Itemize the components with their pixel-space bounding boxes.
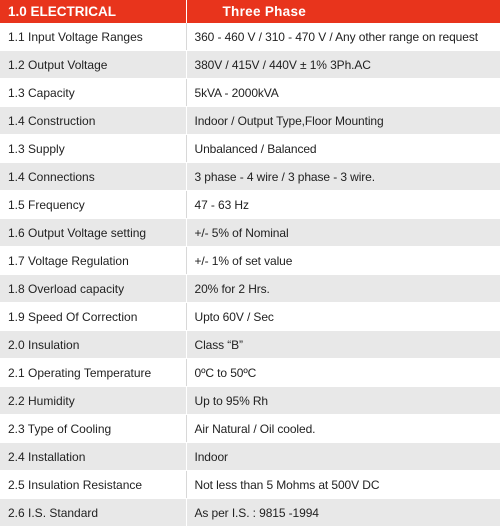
parameter-cell: 2.0 Insulation bbox=[0, 331, 186, 359]
value-cell: +/- 5% of Nominal bbox=[186, 219, 500, 247]
specification-rows bbox=[0, 23, 500, 527]
parameter-cell: 2.2 Humidity bbox=[0, 387, 186, 415]
value-cell: 47 - 63 Hz bbox=[186, 191, 500, 219]
value-cell: Air Natural / Oil cooled. bbox=[186, 415, 500, 443]
value-cell: Upto 60V / Sec bbox=[186, 303, 500, 331]
table-row bbox=[0, 331, 500, 359]
parameter-cell: 2.4 Installation bbox=[0, 443, 186, 471]
value-cell: As per I.S. : 9815 -1994 bbox=[186, 499, 500, 527]
table-row bbox=[0, 471, 500, 499]
value-cell: 360 - 460 V / 310 - 470 V / Any other range on request bbox=[186, 23, 500, 51]
table-row bbox=[0, 275, 500, 303]
parameter-cell: 2.5 Insulation Resistance bbox=[0, 471, 186, 499]
parameter-cell: 1.4 Construction bbox=[0, 107, 186, 135]
table-row bbox=[0, 303, 500, 331]
parameter-cell: 1.7 Voltage Regulation bbox=[0, 247, 186, 275]
parameter-cell: 1.5 Frequency bbox=[0, 191, 186, 219]
table-header-row bbox=[0, 0, 500, 23]
parameter-cell: 1.8 Overload capacity bbox=[0, 275, 186, 303]
table-row bbox=[0, 107, 500, 135]
table-row bbox=[0, 387, 500, 415]
table-row bbox=[0, 219, 500, 247]
parameter-cell: 1.9 Speed Of Correction bbox=[0, 303, 186, 331]
table-row bbox=[0, 163, 500, 191]
value-cell: Up to 95% Rh bbox=[186, 387, 500, 415]
parameter-cell: 2.1 Operating Temperature bbox=[0, 359, 186, 387]
value-cell: Indoor bbox=[186, 443, 500, 471]
parameter-cell: 1.4 Connections bbox=[0, 163, 186, 191]
value-cell: 5kVA - 2000kVA bbox=[186, 79, 500, 107]
table-row bbox=[0, 135, 500, 163]
value-cell: Class “B” bbox=[186, 331, 500, 359]
table-row bbox=[0, 191, 500, 219]
value-cell: Not less than 5 Mohms at 500V DC bbox=[186, 471, 500, 499]
parameter-cell: 2.3 Type of Cooling bbox=[0, 415, 186, 443]
value-cell: 0ºC to 50ºC bbox=[186, 359, 500, 387]
value-cell: 20% for 2 Hrs. bbox=[186, 275, 500, 303]
parameter-cell: 1.2 Output Voltage bbox=[0, 51, 186, 79]
value-cell: Unbalanced / Balanced bbox=[186, 135, 500, 163]
value-cell: Indoor / Output Type,Floor Mounting bbox=[186, 107, 500, 135]
value-cell: 380V / 415V / 440V ± 1% 3Ph.AC bbox=[186, 51, 500, 79]
parameter-cell: 1.3 Supply bbox=[0, 135, 186, 163]
table-row bbox=[0, 415, 500, 443]
table-row bbox=[0, 499, 500, 527]
section-header: 1.0 ELECTRICAL bbox=[0, 0, 186, 23]
table-row bbox=[0, 247, 500, 275]
value-cell: +/- 1% of set value bbox=[186, 247, 500, 275]
table-row bbox=[0, 443, 500, 471]
table-row bbox=[0, 359, 500, 387]
parameter-cell: 1.1 Input Voltage Ranges bbox=[0, 23, 186, 51]
table-row bbox=[0, 51, 500, 79]
phase-header: Three Phase bbox=[186, 0, 500, 23]
parameter-cell: 1.6 Output Voltage setting bbox=[0, 219, 186, 247]
table-row bbox=[0, 23, 500, 51]
parameter-cell: 2.6 I.S. Standard bbox=[0, 499, 186, 527]
table-row bbox=[0, 79, 500, 107]
value-cell: 3 phase - 4 wire / 3 phase - 3 wire. bbox=[186, 163, 500, 191]
parameter-cell: 1.3 Capacity bbox=[0, 79, 186, 107]
